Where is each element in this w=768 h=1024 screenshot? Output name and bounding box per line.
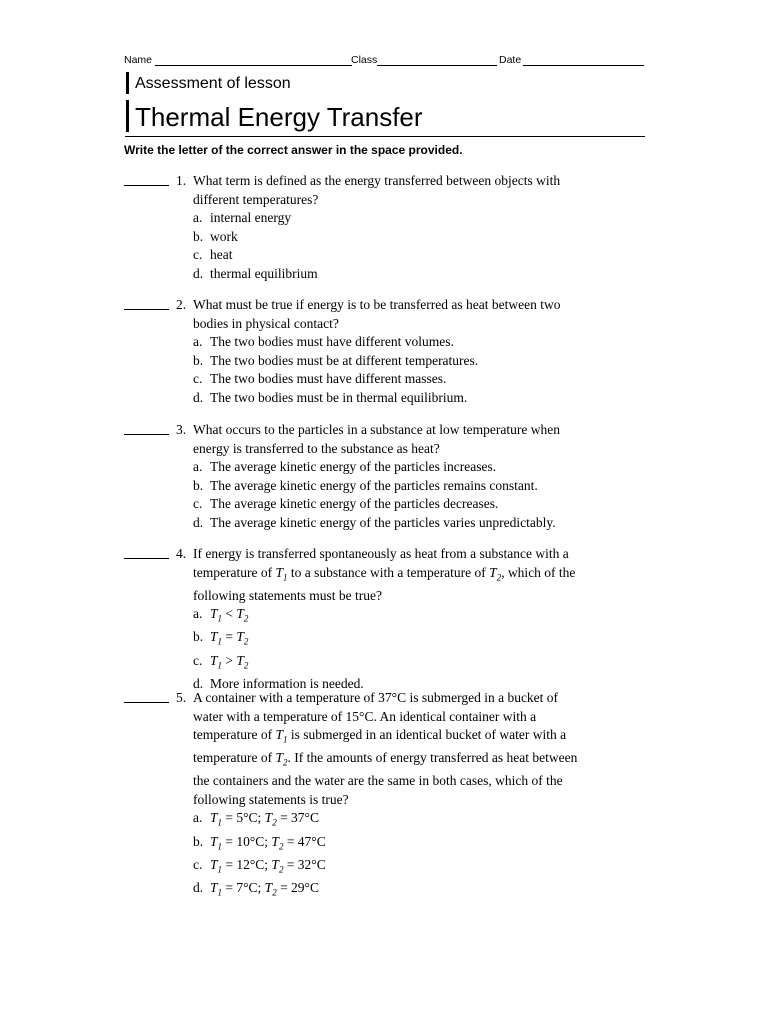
option-letter: c. [193, 247, 203, 262]
option-text: $T_1 = 10^\circ C$; $T_2 = 47^\circ C$ [210, 833, 326, 852]
question-number: 4. [176, 546, 187, 561]
option-letter: d. [193, 675, 204, 691]
option-text: work [210, 228, 238, 244]
answer-option [193, 652, 653, 675]
stem-line: temperature of $T_1$ to a substance with a temperature of $T_2$, which of the [193, 564, 576, 583]
option-letter: d. [193, 265, 204, 281]
option-letter: d. [193, 389, 204, 405]
stem-line: If energy is transferred spontaneously as heat from a substance with a [193, 546, 569, 561]
question-number: 1. [176, 173, 187, 188]
answer-option [193, 246, 653, 265]
option-letter: c. [193, 652, 203, 668]
stem-line: A container with a temperature of 37°C is submerged in a bucket of [193, 690, 559, 705]
stem-line: temperature of $T_2$. If the amounts of energy transferred as heat between [193, 750, 578, 768]
question-stem [193, 689, 653, 902]
option-letter: c. [193, 496, 203, 511]
option-text: The average kinetic energy of the particles remains constant. [210, 477, 538, 493]
answer-option [193, 495, 653, 514]
date-label: Date [499, 54, 522, 66]
option-letter: b. [193, 228, 204, 244]
answer-blank[interactable] [124, 309, 169, 310]
answer-option [193, 352, 653, 371]
question-stem [193, 172, 653, 283]
option-text: The two bodies must have different volumes. [210, 334, 454, 349]
subtitle-rule [126, 72, 129, 94]
option-letter: c. [193, 371, 203, 386]
question-number: 3. [176, 422, 187, 437]
stem-line: following statements is true? [193, 791, 349, 807]
option-text: heat [210, 247, 233, 262]
page-title: Thermal Energy Transfer [135, 102, 423, 132]
subtitle-block [125, 70, 645, 96]
stem-line: following statements must be true? [193, 587, 382, 603]
date-line [523, 65, 644, 66]
option-letter: a. [193, 334, 203, 349]
stem-line: the containers and the water are the same in both cases, which of the [193, 773, 563, 789]
answer-option [193, 879, 653, 902]
answer-blank[interactable] [124, 558, 169, 559]
answer-option [193, 389, 653, 408]
question-stem [193, 545, 653, 693]
option-text: thermal equilibrium [210, 265, 318, 281]
option-text: $T_1 = T_2$ [210, 629, 249, 648]
stem-line: water with a temperature of 15°C. An identical container with a [193, 708, 537, 724]
option-letter: a. [193, 810, 203, 826]
option-letter: d. [193, 514, 204, 530]
answer-option [193, 809, 653, 832]
option-text: $T_1 < T_2$ [210, 606, 249, 624]
answer-option [193, 833, 653, 856]
option-letter: b. [193, 833, 204, 849]
answer-option [193, 477, 653, 496]
option-text: The two bodies must be at different temperatures. [210, 352, 479, 368]
answer-option [193, 605, 653, 628]
option-letter: d. [193, 879, 204, 895]
stem-line: temperature of $T_1$ is submerged in an identical bucket of water with a [193, 727, 567, 745]
class-line [377, 65, 497, 66]
stem-line: What term is defined as the energy transferred between objects with [193, 173, 561, 188]
class-label: Class [351, 54, 378, 66]
option-letter: b. [193, 352, 204, 368]
stem-line: bodies in physical contact? [193, 315, 339, 331]
stem-line: What occurs to the particles in a substance at low temperature when [193, 422, 560, 437]
answer-blank[interactable] [124, 185, 169, 186]
option-text: $T_1 = 5^\circ C$; $T_2 = 37^\circ C$ [210, 810, 319, 829]
option-text: $T_1 = 7^\circ C$; $T_2 = 29^\circ C$ [210, 879, 319, 898]
answer-option [193, 514, 653, 533]
option-text: More information is needed. [210, 675, 364, 691]
option-letter: c. [193, 856, 203, 872]
answer-option [193, 209, 653, 228]
answer-option [193, 333, 653, 352]
answer-option [193, 856, 653, 879]
option-text: internal energy [210, 210, 292, 225]
option-text: The average kinetic energy of the particles increases. [210, 459, 497, 474]
answer-blank[interactable] [124, 702, 169, 703]
answer-option [193, 265, 653, 284]
name-line [155, 65, 352, 66]
option-letter: b. [193, 629, 204, 645]
answer-option [193, 228, 653, 247]
option-text: The average kinetic energy of the particles decreases. [210, 496, 499, 511]
name-label: Name [124, 54, 153, 66]
answer-blank[interactable] [124, 434, 169, 435]
option-text: The average kinetic energy of the particles varies unpredictably. [210, 514, 556, 530]
option-text: The two bodies must have different masses. [210, 371, 447, 386]
answer-option [193, 458, 653, 477]
instructions: Write the letter of the correct answer in the space provided. [124, 143, 463, 157]
answer-option [193, 370, 653, 389]
option-text: $T_1 = 12^\circ C$; $T_2 = 32^\circ C$ [210, 856, 326, 875]
option-letter: b. [193, 477, 204, 493]
stem-line: What must be true if energy is to be transferred as heat between two [193, 297, 561, 312]
title-rule [126, 100, 129, 132]
title-block [125, 98, 645, 137]
question-stem [193, 421, 653, 532]
option-letter: a. [193, 459, 203, 474]
stem-line: energy is transferred to the substance as heat? [193, 440, 440, 456]
answer-option [193, 628, 653, 651]
option-text: The two bodies must be in thermal equilibrium. [210, 389, 468, 405]
question-number: 2. [176, 297, 187, 312]
question-number: 5. [176, 690, 187, 705]
question-stem [193, 296, 653, 407]
option-letter: a. [193, 210, 203, 225]
subtitle: Assessment of lesson [135, 75, 291, 92]
option-text: $T_1 > T_2$ [210, 652, 249, 671]
option-letter: a. [193, 606, 203, 622]
stem-line: different temperatures? [193, 191, 319, 207]
